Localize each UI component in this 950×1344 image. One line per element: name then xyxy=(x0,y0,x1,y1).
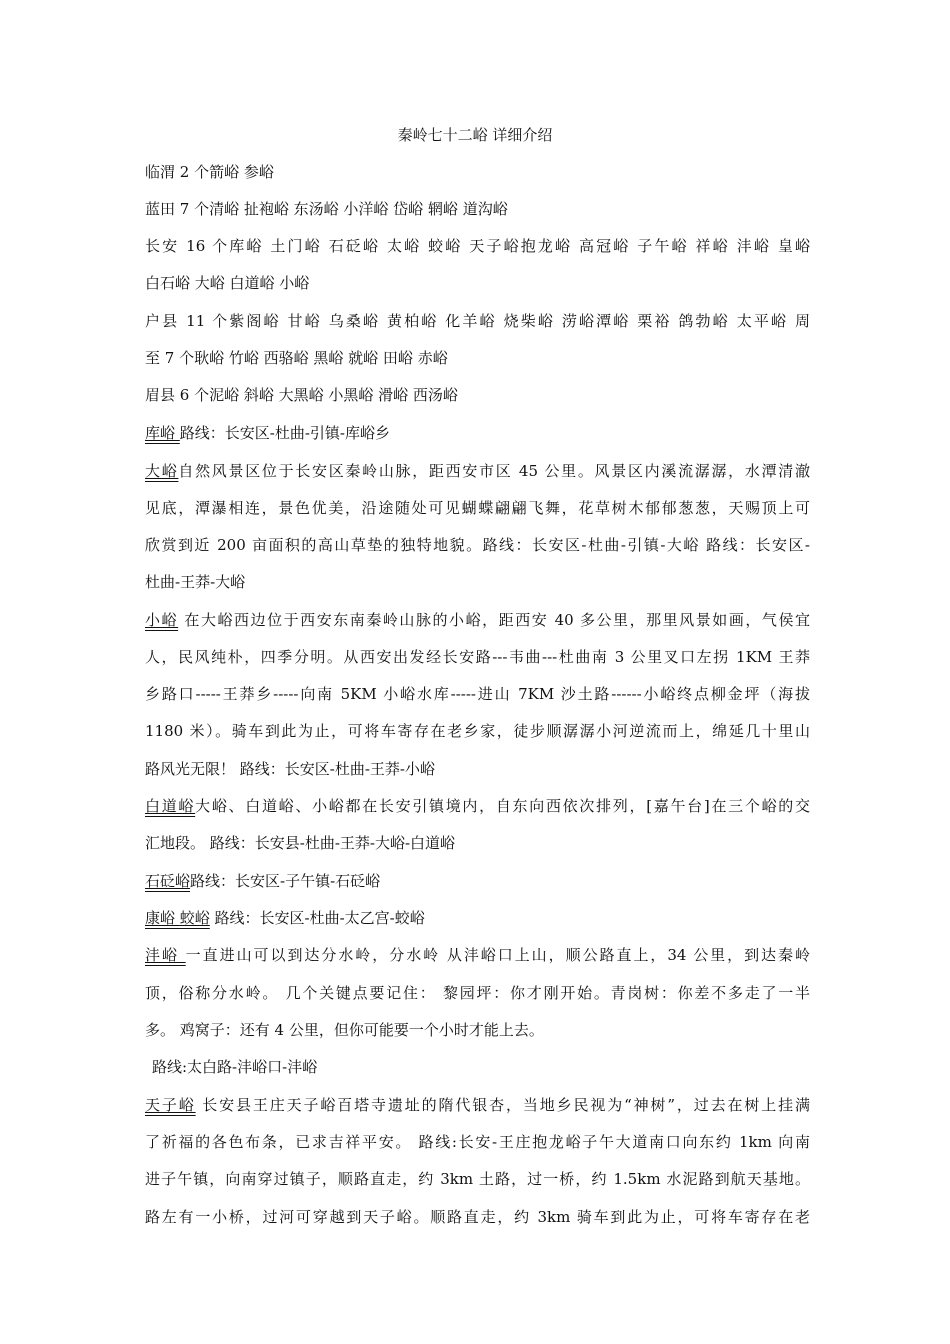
paragraph-line: 多。 鸡窝子：还有 4 公里，但你可能要一个小时才能上去。 xyxy=(145,1021,544,1039)
paragraph-line: 欣赏到近 200 亩面积的高山草垫的独特地貌。路线：长安区-杜曲-引镇-大峪 路线：长安区- xyxy=(145,536,810,554)
paragraph-line: 见底，潭瀑相连，景色优美，沿途随处可见蝴蝶翩翩飞舞，花草树木郁郁葱葱，天赐顶上可 xyxy=(145,499,810,517)
county-line-huxian: 户县 11 个紫阁峪 甘峪 乌桑峪 黄柏峪 化羊峪 烧柴峪 涝峪潭峪 栗裕 鸽勃峪 太平峪 周 xyxy=(145,312,810,330)
section-heading-shibianyu: 石砭峪 xyxy=(145,872,191,890)
paragraph-text: 大峪、白道峪、小峪都在长安引镇境内，自东向西依次排列，[嘉午台]在三个峪的交 xyxy=(195,797,810,815)
section-kuyu xyxy=(145,422,810,444)
section-dayu xyxy=(145,460,810,482)
county-line-zhouzhi: 至 7 个耿峪 竹峪 西骆峪 黑峪 就峪 田峪 赤峪 xyxy=(145,349,448,367)
county-line-changan-cont: 白石峪 大峪 白道峪 小峪 xyxy=(145,274,310,292)
paragraph-line: 汇地段。 路线：长安县-杜曲-王莽-大峪-白道峪 xyxy=(145,834,456,852)
route-text: 路线：长安区-杜曲-引镇-库峪乡 xyxy=(179,424,390,442)
section-jiaoyu xyxy=(145,907,810,929)
section-heading-jiaoyu: 康峪 蛟峪 xyxy=(145,909,210,927)
section-heading-tianziyu: 天子峪 xyxy=(145,1096,196,1114)
paragraph-line: 乡路口-----王莽乡-----向南 5KM 小峪水库-----进山 7KM 沙土路------小峪终点柳金坪（海拔 xyxy=(145,685,810,703)
paragraph-line: 了祈福的各色布条，已求吉祥平安。 路线:长安-王庄抱龙峪子午大道南口向东约 1km 向南 xyxy=(145,1133,810,1151)
county-line-changan: 长安 16 个库峪 土门峪 石砭峪 太峪 蛟峪 天子峪抱龙峪 高冠峪 子午峪 祥峪 沣峪 皇峪 xyxy=(145,237,810,255)
route-text: 路线：长安区-子午镇-石砭峪 xyxy=(190,872,381,890)
paragraph-line: 1180 米）。骑车到此为止，可将车寄存在老乡家，徒步顺潺潺小河逆流而上，绵延几十里山 xyxy=(145,722,810,740)
paragraph-line: 顶，俗称分水岭。 几个关键点要记住： 黎园坪：你才刚开始。青岗树：你差不多走了一半 xyxy=(145,984,810,1002)
paragraph-text: 自然风景区位于长安区秦岭山脉，距西安市区 45 公里。风景区内溪流潺潺，水潭清澈 xyxy=(178,462,810,480)
section-fengyu xyxy=(145,944,810,966)
route-text: 路线:太白路-沣峪口-沣峪 xyxy=(152,1058,318,1076)
section-shibianyu xyxy=(145,870,810,892)
county-line-linwei: 临渭 2 个箭峪 参峪 xyxy=(145,163,274,181)
paragraph-line: 进子午镇，向南穿过镇子，顺路直走，约 3km 土路，过一桥，约 1.5km 水泥路到航天基地。 xyxy=(145,1170,810,1188)
route-text: 路线：长安区-杜曲-太乙宫-蛟峪 xyxy=(209,909,425,927)
county-line-lantian: 蓝田 7 个清峪 扯袍峪 东汤峪 小洋峪 岱峪 辋峪 道沟峪 xyxy=(145,200,508,218)
page-title: 秦岭七十二峪 详细介绍 xyxy=(397,126,553,144)
paragraph-line: 人，民风纯朴，四季分明。从西安出发经长安路---韦曲---杜曲南 3 公里叉口左拐 1KM 王莽 xyxy=(145,648,810,666)
paragraph-line: 杜曲-王莽-大峪 xyxy=(145,573,246,591)
paragraph-line: 路风光无限！ 路线：长安区-杜曲-王莽-小峪 xyxy=(145,760,435,778)
section-baidaoyu xyxy=(145,795,810,817)
section-tianziyu xyxy=(145,1094,810,1116)
section-heading-xiaoyu: 小峪 xyxy=(145,611,179,629)
paragraph-text: 长安县王庄天子峪百塔寺遗址的隋代银杏，当地乡民视为“神树”，过去在树上挂满 xyxy=(195,1096,810,1114)
paragraph-line: 路左有一小桥，过河可穿越到天子峪。顺路直走，约 3km 骑车到此为止，可将车寄存在老 xyxy=(145,1208,810,1226)
paragraph-text: 一直进山可以到达分水岭，分水岭 从沣峪口上山，顺公路直上，34 公里，到达秦岭 xyxy=(185,946,810,964)
section-xiaoyu xyxy=(145,609,810,631)
paragraph-text: 在大峪西边位于西安东南秦岭山脉的小峪，距西安 40 多公里，那里风景如画，气侯宜 xyxy=(178,611,810,629)
section-heading-kuyu: 库峪 xyxy=(145,424,180,442)
section-heading-fengyu: 沣峪 xyxy=(145,946,186,964)
county-line-meixian: 眉县 6 个泥峪 斜峪 大黑峪 小黑峪 滑峪 西汤峪 xyxy=(145,386,458,404)
section-heading-baidaoyu: 白道峪 xyxy=(145,797,196,815)
section-heading-dayu: 大峪 xyxy=(145,462,179,480)
